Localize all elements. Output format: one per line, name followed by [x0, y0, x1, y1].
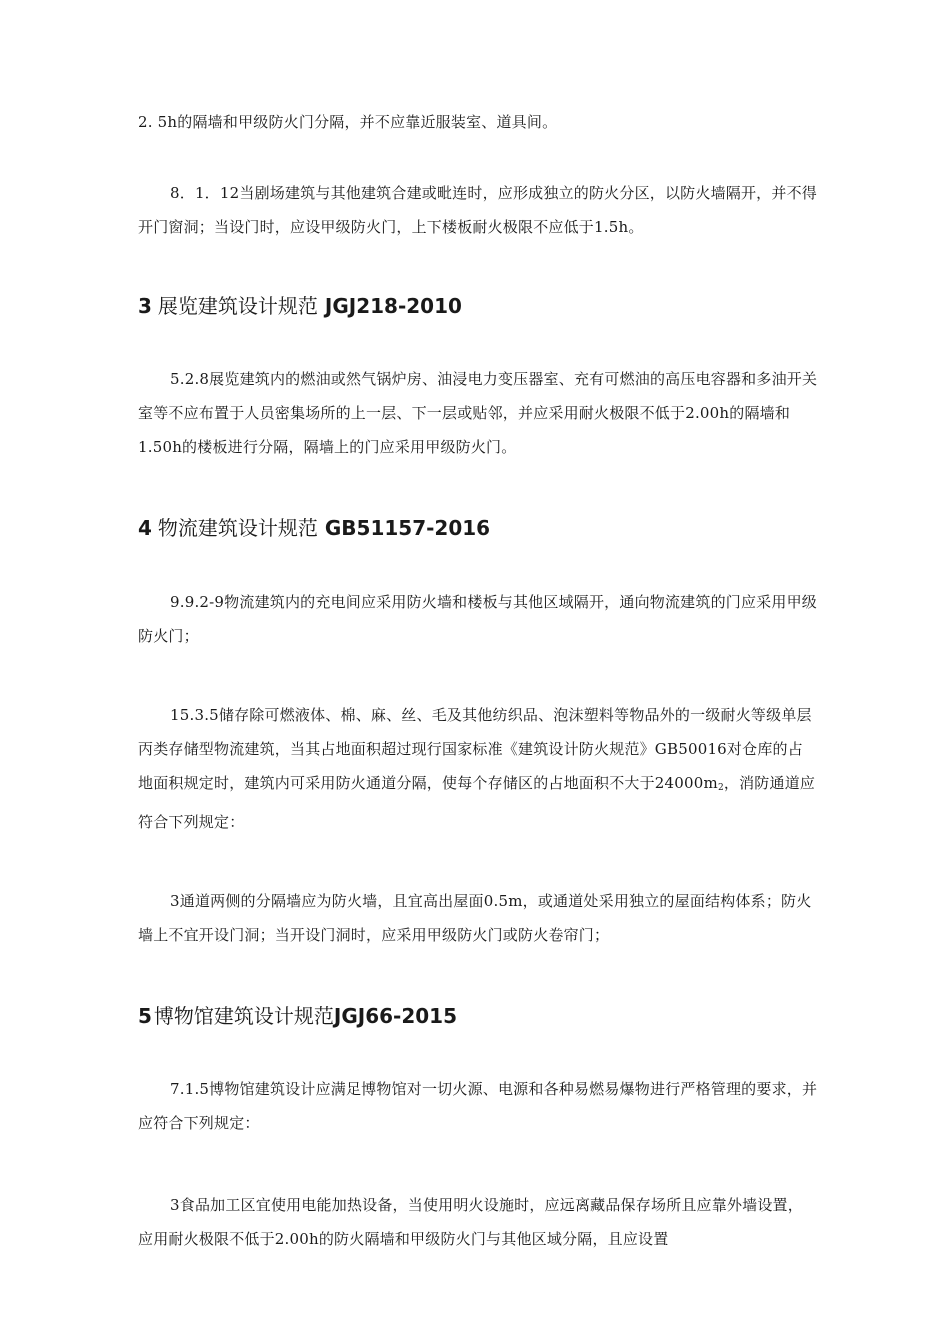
heading-code: GB51157-2016 — [324, 516, 491, 540]
paragraph-text: 9.9.2-9物流建筑内的充电间应采用防火墙和楼板与其他区域隔开，通向物流建筑的门应采用甲级防火门； — [138, 593, 817, 645]
section-heading-museum — [138, 1002, 818, 1030]
paragraph-text: 3通道两侧的分隔墙应为防火墙，且宜高出屋面0.5m，或通道处采用独立的屋面结构体系；防火墙上不宜开设门洞；当开设门洞时，应采用甲级防火门或防火卷帘门； — [138, 892, 812, 944]
paragraph-text: 7.1.5博物馆建筑设计应满足博物馆对一切火源、电源和各种易燃易爆物进行严格管理的要求，并应符合下列规定： — [138, 1080, 818, 1132]
heading-title: 展览建筑设计规范 — [157, 294, 318, 318]
paragraph-text: 5.2.8展览建筑内的燃油或然气锅炉房、油浸电力变压器室、充有可燃油的高压电容器和多油开关室等不应布置于人员密集场所的上一层、下一层或贴邻，并应采用耐火极限不低于2.00h的隔墙和1.50h的楼板进行分隔，隔墙上的门应采用甲级防火门。 — [138, 370, 818, 456]
paragraph-8-1-12 — [138, 176, 818, 244]
paragraph-text: 3食品加工区宜使用电能加热设备，当使用明火设施时，应远离藏品保存场所且应靠外墙设置，应用耐火极限不低于2.00h的防火隔墙和甲级防火门与其他区域分隔，且应设置 — [138, 1196, 803, 1248]
heading-code: JGJ66-2015 — [333, 1004, 458, 1028]
section-heading-logistics — [138, 514, 818, 542]
paragraph-text-tail: ，消防通道应符合下列规定： — [138, 774, 816, 831]
heading-number: 5 — [138, 1004, 152, 1028]
paragraph-5-2-8 — [138, 362, 818, 464]
paragraph-9-9-2-9 — [138, 585, 818, 653]
paragraph-text: 8．1．12当剧场建筑与其他建筑合建或毗连时，应形成独立的防火分区，以防火墙隔开，并不得开门窗洞；当设门时，应设甲级防火门，上下楼板耐火极限不应低于1.5h。 — [138, 184, 817, 236]
heading-number: 3 — [138, 294, 152, 318]
paragraph-7-1-5 — [138, 1072, 818, 1140]
paragraph-item-3-food — [138, 1188, 818, 1256]
section-heading-exhibition — [138, 292, 818, 320]
paragraph-text: 2. 5h的隔墙和甲级防火门分隔，并不应靠近服装室、道具间。 — [138, 113, 558, 131]
heading-title: 物流建筑设计规范 — [157, 516, 318, 540]
heading-title: 博物馆建筑设计规范 — [153, 1004, 334, 1028]
paragraph-theater-partition-end — [138, 105, 818, 139]
paragraph-text: 15.3.5储存除可燃液体、棉、麻、丝、毛及其他纺织品、泡沫塑料等物品外的一级耐火等级单层丙类存储型物流建筑，当其占地面积超过现行国家标准《建筑设计防火规范》GB50016对仓库的占地面积规定时，建筑内可采用防火通道分隔，使每个存储区的占地面积不大于24000m — [138, 706, 812, 792]
superscript-2: 2 — [717, 783, 724, 793]
heading-code: JGJ218-2010 — [324, 294, 462, 318]
paragraph-item-3-passage — [138, 884, 818, 952]
heading-number: 4 — [138, 516, 152, 540]
paragraph-15-3-5 — [138, 698, 818, 839]
